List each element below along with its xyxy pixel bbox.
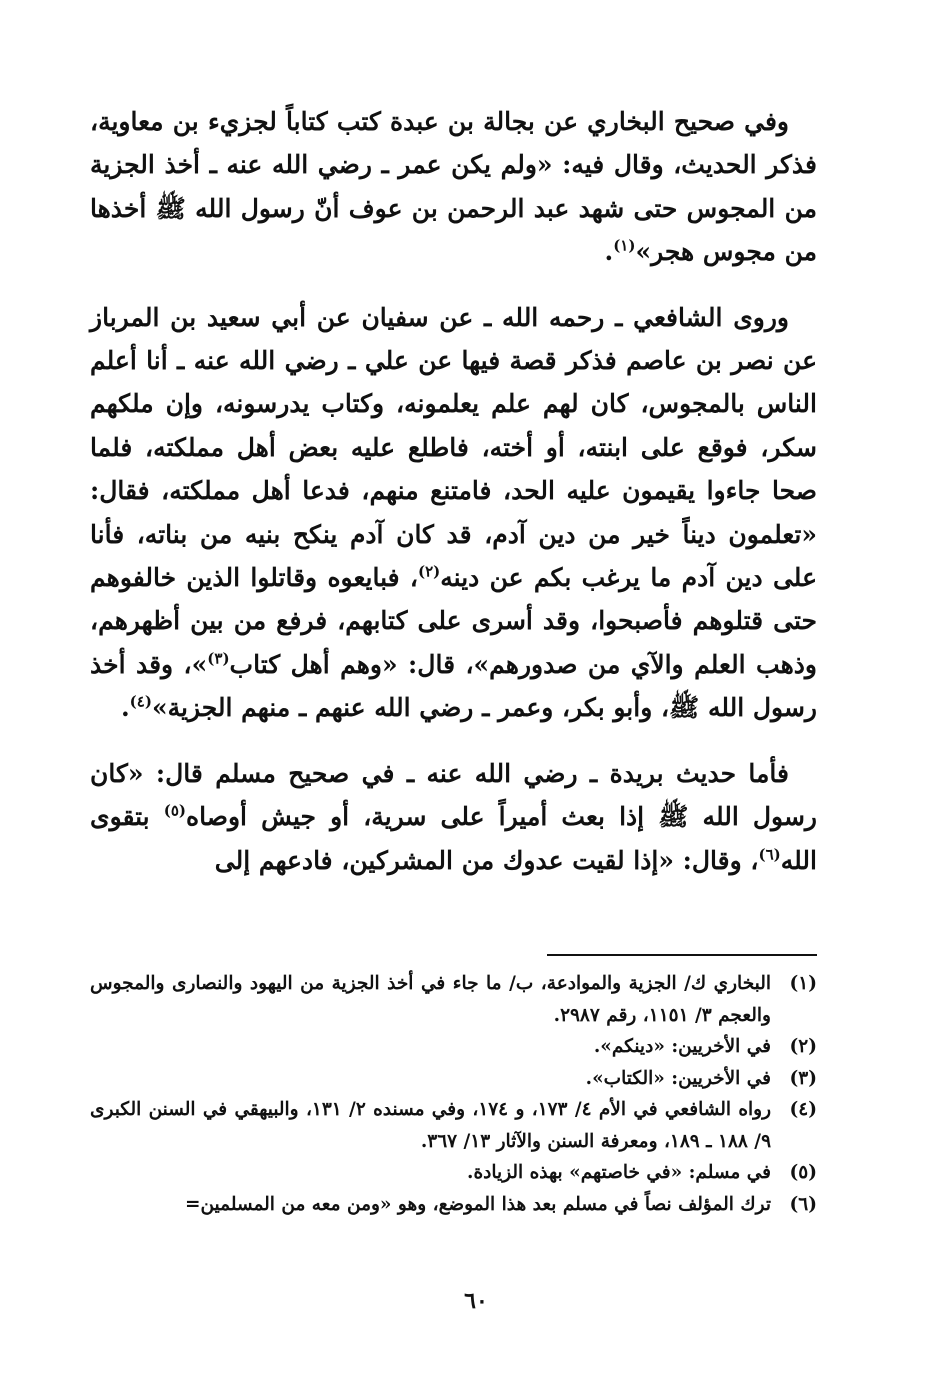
footnote-number: (٤) bbox=[789, 1099, 817, 1120]
footnote-text: في الأخريين: «دينكم». bbox=[593, 1036, 771, 1057]
paragraph-3-text-b: بتقوى الله bbox=[90, 802, 817, 875]
footnote-number: (١) bbox=[789, 973, 817, 994]
footnote-ref-6: (٦) bbox=[758, 845, 781, 864]
footnotes bbox=[90, 968, 817, 1220]
footnote-separator bbox=[547, 954, 817, 956]
footnote-ref-2: (٢) bbox=[417, 562, 441, 581]
page-number: ٦٠ bbox=[464, 1288, 488, 1314]
main-text bbox=[90, 100, 817, 904]
footnote-5 bbox=[90, 1157, 817, 1189]
footnote-text: رواه الشافعي في الأم ٤/ ١٧٣، و ١٧٤، وفي مسنده ٢/ ١٣١، والبيهقي في السنن الكبرى ٩/ ١٨٨ ـ ١٨٩، ومعرفة السنن والآثار ١٣/ ٣٦٧. bbox=[90, 1099, 772, 1152]
paragraph-1-text-b: . bbox=[604, 237, 614, 267]
footnote-text: البخاري ك/ الجزية والموادعة، ب/ ما جاء في أخذ الجزية من اليهود والنصارى والمجوس والعجم ٣/ ١١٥١، رقم ٢٩٨٧. bbox=[90, 973, 771, 1026]
paragraph-3 bbox=[90, 752, 817, 882]
footnote-4 bbox=[90, 1094, 817, 1157]
footnote-text: في الأخريين: «الكتاب». bbox=[585, 1067, 771, 1089]
paragraph-1-text-a: وفي صحيح البخاري عن بجالة بن عبدة كتب كتاباً لجزيء بن معاوية، فذكر الحديث، وقال فيه: «ولم يكن عمر ـ رضي الله عنه ـ أخذ الجزية من المجوس حتى شهد عبد الرحمن بن عوف أنّ رسول الله ﷺ أخذها من مجوس هجر» bbox=[90, 107, 817, 267]
footnote-ref-4: (٤) bbox=[129, 692, 152, 711]
footnote-text: ترك المؤلف نصاً في مسلم بعد هذا الموضع، وهو «ومن معه من المسلمين= bbox=[184, 1193, 771, 1215]
footnote-ref-3: (٣) bbox=[207, 649, 230, 668]
footnote-number: (٥) bbox=[789, 1162, 817, 1183]
footnote-text: في مسلم: «في خاصتهم» بهذه الزيادة. bbox=[467, 1162, 771, 1183]
footnote-1 bbox=[90, 968, 817, 1031]
paragraph-2-text-b: ، فبايعوه وقاتلوا الذين خالفوهم حتى قتلوهم فأصبحوا، وقد أسرى على كتابهم، فرفع من بين أظهرهم، وذهب العلم والآي من صدورهم»، قال: «وهم أهل كتاب bbox=[90, 563, 817, 679]
footnote-number: (٦) bbox=[789, 1193, 817, 1215]
paragraph-1 bbox=[90, 100, 817, 274]
footnote-ref-5: (٥) bbox=[163, 801, 187, 820]
footnote-number: (٢) bbox=[789, 1036, 817, 1057]
footnote-ref-1: (١) bbox=[613, 236, 636, 255]
footnote-2 bbox=[90, 1031, 817, 1063]
paragraph-3-text-c: ، وقال: «إذا لقيت عدوك من المشركين، فادعهم إلى bbox=[214, 845, 759, 875]
paragraph-3-text-a: فأما حديث بريدة ـ رضي الله عنه ـ في صحيح مسلم قال: «كان رسول الله ﷺ إذا بعث أميراً على سرية، أو جيش أوصاه bbox=[90, 758, 817, 832]
paragraph-2-text-a: وروى الشافعي ـ رحمه الله ـ عن سفيان عن أبي سعيد بن المرباز عن نصر بن عاصم فذكر قصة فيها عن علي ـ رضي الله عنه ـ أنا أعلم الناس بالمجوس، كان لهم علم يعلمونه، وكتاب يدرسونه، وإن ملكهم سكر، فوقع على ابنته، أو أخته، فاطلع عليه بعض أهل مملكته، فلما صحا جاءوا يقيمون عليه الحد، فامتنع منهم، فدعا أهل مملكته، فقال: «تعلمون ديناً خير من دين آدم، قد كان آدم ينكح بنيه من بناته، فأنا على دين آدم ما يرغب بكم عن دينه bbox=[90, 302, 817, 593]
footnote-3 bbox=[90, 1063, 817, 1095]
footnote-6 bbox=[90, 1189, 817, 1221]
paragraph-2 bbox=[90, 296, 817, 730]
footnote-number: (٣) bbox=[789, 1067, 817, 1089]
paragraph-2-text-c: »، وقد أخذ رسول الله ﷺ، وأبو بكر، وعمر ـ رضي الله عنهم ـ منهم الجزية» bbox=[90, 649, 817, 723]
paragraph-2-text-d: . bbox=[120, 693, 130, 723]
